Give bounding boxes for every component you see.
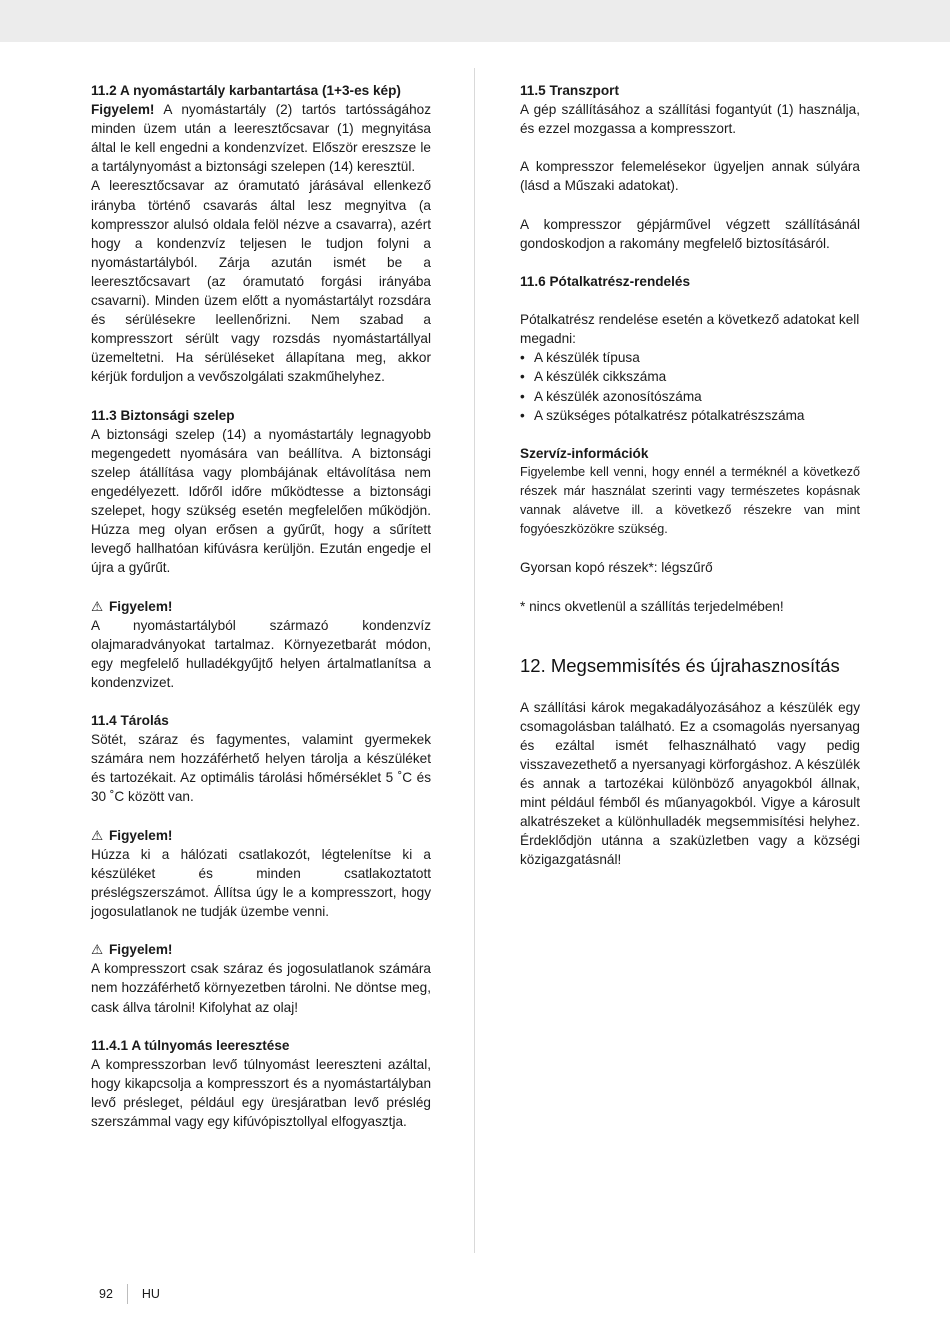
paragraph: A kompresszor gépjárművel végzett szállításánál gondoskodjon a rakomány megfelelő biztosításáról. [520, 216, 860, 251]
paragraph: A kompresszorban levő túlnyomást leereszteni azáltal, hogy kikapcsolja a kompresszort és a nyomástartályban levő présleget, például egy üresjáratban levő préslég szerszámmal vagy egy kifúvópisztollyal elfogyasztja. [91, 1056, 431, 1130]
warning-icon: ⚠ [91, 827, 104, 843]
paragraph: A leeresztőcsavar az óramutató járásával ellenkező irányba történő csavarás által lesz megnyitva (a kompresszor alulsó oldala felöl nézve a csavarra), azért hogy a kondenzvíz teljesen le tudjon folyni a nyomástartályból. Zárja azután ismét be a leeresztőcsavart (az óramutató forgási irányába csavarni). Minden üzem előtt a nyomástartályt rozsdára és sérülésekre leellenőrizni. Nem szabad a kompresszort sérült vagy rozsdás nyomástartállyal üzemeltetni. Ha sérüléseket állapítana meg, akkor kérjük forduljon a vevőszolgálati szakműhelyhez. [91, 178, 431, 385]
list-item: • A készülék cikkszáma [520, 367, 860, 386]
list-item: • A készülék típusa [520, 348, 860, 367]
spare-parts-list [520, 348, 860, 424]
section-11-2 [91, 81, 431, 387]
column-divider [474, 68, 475, 1253]
section-11-3 [91, 406, 431, 578]
warning-text: A nyomástartályból származó kondenzvíz olajmaradványokat tartalmaz. Környezetbarát módon, egy megfelelő hulladékgyűjtő helyen ártalmatlanítsa a kondenzvizet. [91, 617, 431, 690]
warning-storage [91, 940, 431, 1016]
warning-text: Húzza ki a hálózati csatlakozót, légtelenítse ki a készüléket és minden csatlakoztatott préslégszerszámot. Állítsa úgy le a kompresszort, hogy jogosulatlanok ne tudják üzembe venni. [91, 846, 431, 920]
warning-unplug [91, 826, 431, 921]
section-11-4-1 [91, 1036, 431, 1131]
section-11-4 [91, 711, 431, 806]
section-11-6 [520, 272, 860, 425]
chapter-title: 12. Megsemmisítés és újrahasznosítás [520, 654, 840, 676]
warning-icon: ⚠ [91, 598, 104, 614]
section-12 [520, 654, 860, 870]
warning-title: Figyelem! [109, 942, 173, 958]
warning-heading [91, 940, 431, 959]
service-info [520, 444, 860, 616]
footer-divider [127, 1284, 128, 1304]
section-title: 11.4.1 A túlnyomás leeresztése [91, 1037, 290, 1053]
paragraph: A gép szállításához a szállítási fogantyút (1) használja, és ezzel mozgassa a kompresszort. [520, 102, 860, 137]
paragraph: A szállítási károk megakadályozásához a készülék egy csomagolásban található. Ez a csomagolás nyersanyag és ezáltal ismét felhasználható vagy pedig visszavezethető a nyersanyagi körforgáshoz. A készülék és annak a tartozékai különböző anyagokból állnak, mint például fémből és műanyagokból. Vigye a károsult alkatrészeket a különhulladék megsemmisítési helyhez. Érdeklődjön utánna a szaküzletben vagy a községi közigazgatásnál! [520, 699, 860, 868]
list-item: • A készülék azonosítószáma [520, 387, 860, 406]
left-column [91, 81, 431, 1131]
paragraph: Pótalkatrész rendelése esetén a következő adatokat kell megadni: [520, 312, 860, 347]
warning-title: Figyelem! [109, 827, 173, 843]
page-footer [99, 1284, 160, 1304]
section-title: 11.3 Biztonsági szelep [91, 407, 235, 423]
paragraph: A biztonsági szelep (14) a nyomástartály legnagyobb megengedett nyomására van beállítva. A biztonsági szelep átállítása vagy plombájának eltávolítása nem engedélyezett. Időről időre működtesse a biztonsági szelepet, hogy szükség esetén megfelelően működjön. Húzza meg olyan erősen a gyűrűt, hogy a sűrített levegő hallhatóan kifúvásra kerüljön. Ezután engedje el újra a gyűrűt. [91, 426, 431, 576]
section-title: 11.4 Tárolás [91, 713, 169, 729]
page-number: 92 [99, 1287, 113, 1301]
paragraph: Gyorsan kopó részek*: légszűrő [520, 560, 713, 576]
section-title: 11.5 Transzport [520, 83, 619, 98]
attention-label: Figyelem! [91, 102, 155, 118]
warning-title: Figyelem! [109, 598, 173, 614]
paragraph: A kompresszor felemelésekor ügyeljen annak súlyára (lásd a Műszaki adatokat). [520, 159, 860, 194]
warning-heading [91, 597, 431, 616]
right-column [520, 81, 860, 869]
warning-heading [91, 826, 431, 845]
list-item: • A szükséges pótalkatrész pótalkatrészszáma [520, 406, 860, 425]
section-title: 11.6 Pótalkatrész-rendelés [520, 273, 691, 289]
warning-text: A kompresszort csak száraz és jogosulatlanok számára nem hozzáférhető környezetben tárolni. Ne döntse meg, cask állva tárolni! Kifolyhat az olaj! [91, 961, 431, 1015]
section-11-5 [520, 81, 860, 253]
section-title: 11.2 A nyomástartály karbantartása (1+3-es kép) [91, 83, 401, 98]
language-code: HU [141, 1287, 160, 1301]
paragraph: Figyelembe kell venni, hogy ennél a terméknél a következő részek már használat szerinti vagy természetes kopásnak vannak alávetve ill. a következő részekre van mint fogyóeszközökre szükség. [520, 464, 860, 537]
paragraph [91, 100, 431, 176]
paragraph: * nincs okvetlenül a szállítás terjedelmében! [520, 598, 784, 614]
paragraph: Sötét, száraz és fagymentes, valamint gyermekek számára nem hozzáférhető helyen tárolja a készüléket és tartozékait. Az optimális tárolási hőmérséklet 5 ˚C és 30 ˚C között van. [91, 732, 431, 805]
paragraph-text: A nyomástartály (2) tartós tartósságához minden üzem után a leeresztőcsavar (1) megnyitása által le kell engedni a kondenzvízet. Először ereszsze le a tartálynyomást a biztonsági szelepen (14) keresztül. [91, 102, 431, 175]
warning-icon: ⚠ [91, 942, 104, 958]
section-title: Szervíz-információk [520, 445, 649, 461]
top-band [0, 0, 950, 42]
warning-condensate [91, 597, 431, 692]
